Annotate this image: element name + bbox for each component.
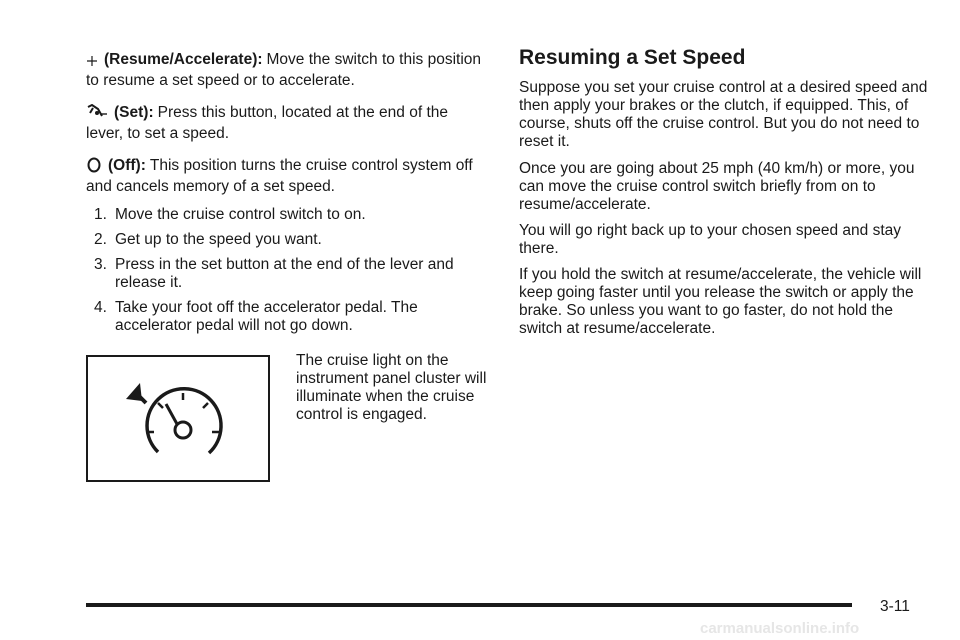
list-item: 2. Get up to the speed you want. (94, 231, 322, 248)
page-number: 3-11 (880, 598, 910, 615)
off-label: (Off): (108, 157, 146, 174)
cruise-light-caption: The cruise light on the instrument panel cluster will illuminate when the cruise control is engaged. (296, 352, 487, 423)
set-label: (Set): (114, 104, 154, 121)
paragraph: You will go right back up to your chosen speed and stay there. (519, 222, 902, 257)
plus-icon (86, 54, 98, 72)
paragraph: Once you are going about 25 mph (40 km/h) or more, you can move the cruise control switch briefly from on to resume/accelerate. (519, 160, 915, 213)
resume-text: Move the switch to this position to resume a set speed or to accelerate. (86, 51, 482, 89)
watermark: carmanualsonline.info (700, 620, 860, 637)
off-description (86, 157, 486, 196)
paragraph: Suppose you set your cruise control at a desired speed and then apply your brakes or the clutch, if equipped. This, of course, shuts off the cruise control. But you do not need to reset it. (519, 79, 928, 150)
list-item: 4. Take your foot off the accelerator pedal. The accelerator pedal will not go down. (94, 299, 418, 334)
set-text: Press this button, located at the end of the lever, to set a speed. (86, 104, 448, 142)
resume-description (86, 51, 486, 90)
off-text: This position turns the cruise control system off and cancels memory of a set speed. (86, 157, 473, 195)
resume-label: (Resume/Accelerate): (104, 51, 263, 68)
footer-rule (86, 603, 852, 607)
cruise-control-indicator-icon (88, 357, 268, 480)
list-item: 3. Press in the set button at the end of the lever and release it. (94, 256, 454, 291)
paragraph: If you hold the switch at resume/accelerate, the vehicle will keep going faster until you release the switch or apply the brake. So unless you want to go faster, do not hold the switch at resume/accelerate. (519, 266, 922, 337)
steps-list (86, 206, 486, 342)
list-item: 1. Move the cruise control switch to on. (94, 206, 366, 223)
set-speed-icon (86, 104, 108, 125)
off-circle-icon (86, 157, 102, 178)
set-description (86, 104, 486, 143)
cruise-light-figure (86, 355, 270, 482)
section-heading: Resuming a Set Speed (519, 46, 746, 69)
